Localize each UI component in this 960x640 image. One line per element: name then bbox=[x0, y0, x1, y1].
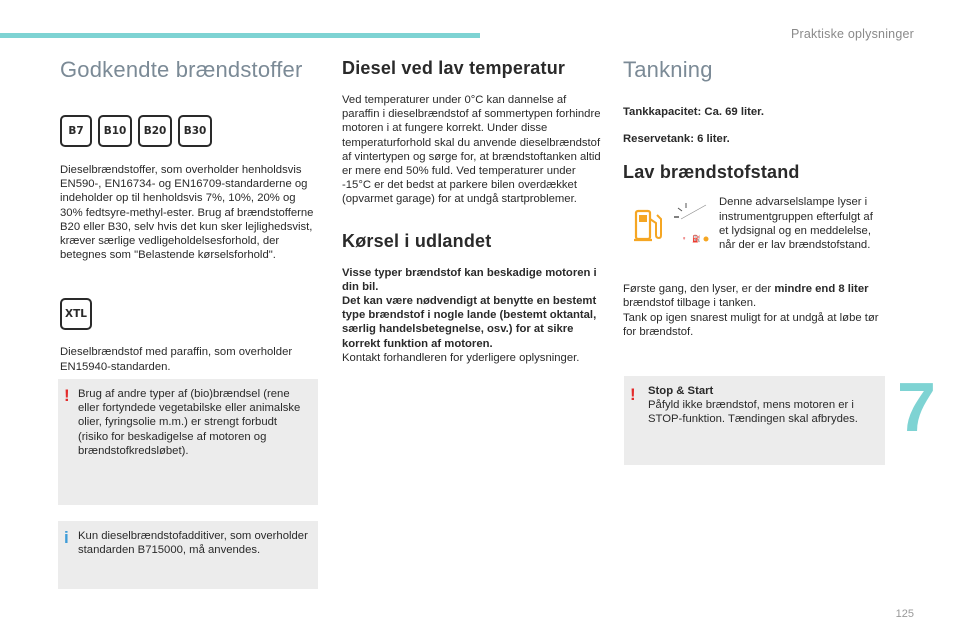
fuel-badge-xtl: XTL bbox=[60, 298, 92, 330]
header-accent-bar bbox=[0, 33, 480, 38]
fuel-badge-row bbox=[60, 115, 318, 147]
low-fuel-icon-text: Denne advarselslampe lyser i instrumentgruppen efterfulgt af et lydsignal og en meddelelse, når der er lav brændstofstand. bbox=[719, 196, 873, 252]
refuel-soon-text: Tank op igen snarest muligt for at undgå at løbe tør for brændstof. bbox=[623, 311, 879, 338]
stop-start-text: Påfyld ikke brændstof, mens motoren er i STOP-funktion. Tændingen skal afbrydes. bbox=[648, 399, 858, 426]
info-i-icon: i bbox=[64, 528, 69, 547]
info-note-text: Kun dieselbrændstofadditiver, som overholder standarden B715000, må anvendes. bbox=[78, 530, 308, 557]
first-light-text-a: Første gang, den lyser, er der bbox=[623, 283, 772, 296]
section-title: Praktiske oplysninger bbox=[790, 27, 914, 41]
chapter-number: 7 bbox=[897, 368, 936, 446]
fuel-gauge-illustration-icon bbox=[672, 197, 714, 245]
info-note bbox=[58, 521, 318, 589]
column-refuelling bbox=[623, 55, 885, 339]
diesel-low-temp-text: Ved temperaturer under 0°C kan dannelse af paraffin i dieselbrændstof af sommertypen forhindre motoren i at fungere korrekt. Under disse temperaturforhold skal du anvende dieselbrændstof af vintertypen og sørge for, at brændstoftanken altid er mere end 50% fuld. Ved temperaturer under -15°C er det bedst at parkere bilen overdækket (opvarmet garage) for at undgå startproblemer. bbox=[342, 94, 601, 206]
fuel-badge-b7: B7 bbox=[60, 115, 92, 147]
svg-text:ᵍ: ᵍ bbox=[683, 236, 686, 243]
approved-fuels-heading: Godkendte brændstoffer bbox=[60, 57, 303, 82]
driving-abroad-text: Kontakt forhandleren for yderligere oplysninger. bbox=[342, 351, 580, 364]
warning-note bbox=[58, 379, 318, 505]
low-fuel-heading: Lav brændstofstand bbox=[623, 162, 800, 183]
first-light-text bbox=[623, 282, 885, 310]
warning-exclamation-icon: ! bbox=[64, 386, 70, 405]
first-light-text-c: brændstof tilbage i tanken. bbox=[623, 297, 757, 310]
driving-abroad-bold-1: Visse typer brændstof kan beskadige motoren i din bil. bbox=[342, 266, 597, 293]
first-light-text-bold: mindre end 8 liter bbox=[774, 283, 869, 296]
fuel-badge-b20: B20 bbox=[138, 115, 172, 147]
driving-abroad-bold-2: Det kan være nødvendigt at benytte en bestemt type brændstof i nogle lande (bestemt oktantal, særlig handelsbetegnelse, osv.) for at sikre korrekt funktion af motoren. bbox=[342, 295, 597, 350]
page-number: 125 bbox=[895, 608, 914, 620]
diesel-low-temp-heading: Diesel ved lav temperatur bbox=[342, 58, 566, 78]
column-diesel-low-temp bbox=[342, 55, 604, 365]
stop-start-warning-icon: ! bbox=[630, 385, 636, 404]
warning-note-text: Brug af andre typer af (bio)brændsel (rene eller fortyndede vegetabilske eller animalske olier, fyringsolie m.m.) er strengt forbudt (risiko for beskadigelse af motoren og brændstofkredsløbet). bbox=[78, 388, 301, 457]
fuel-badge-b30: B30 bbox=[178, 115, 212, 147]
paraffin-diesel-text: Dieselbrændstof med paraffin, som overholder EN15940-standarden. bbox=[60, 346, 293, 373]
tank-capacity-text: Tankkapacitet: Ca. 69 liter. bbox=[623, 106, 765, 118]
reserve-tank-text: Reservetank: 6 liter. bbox=[623, 133, 730, 146]
svg-text:⛽: ⛽ bbox=[692, 235, 701, 243]
driving-abroad-heading: Kørsel i udlandet bbox=[342, 230, 492, 251]
column-approved-fuels bbox=[60, 55, 318, 374]
refuelling-heading: Tankning bbox=[623, 57, 713, 82]
diesel-standards-text: Dieselbrændstoffer, som overholder henholdsvis EN590-, EN16734- og EN16709-standarderne og indeholder op til henholdsvis 7%, 10%, 20% og 30% fedtsyre-methyl-ester. Brug af brændstofferne B20 eller B30, selv hvis det kun sker lejlighedsvist, kræver særlige vedligeholdelsesforhold, der betegnes som "Belastende kørselsforhold". bbox=[60, 164, 314, 262]
stop-start-note bbox=[624, 376, 885, 465]
fuel-pump-icon bbox=[632, 205, 664, 245]
xtl-badge-row bbox=[60, 298, 318, 330]
fuel-badge-b10: B10 bbox=[98, 115, 132, 147]
stop-start-title: Stop & Start bbox=[648, 385, 714, 397]
